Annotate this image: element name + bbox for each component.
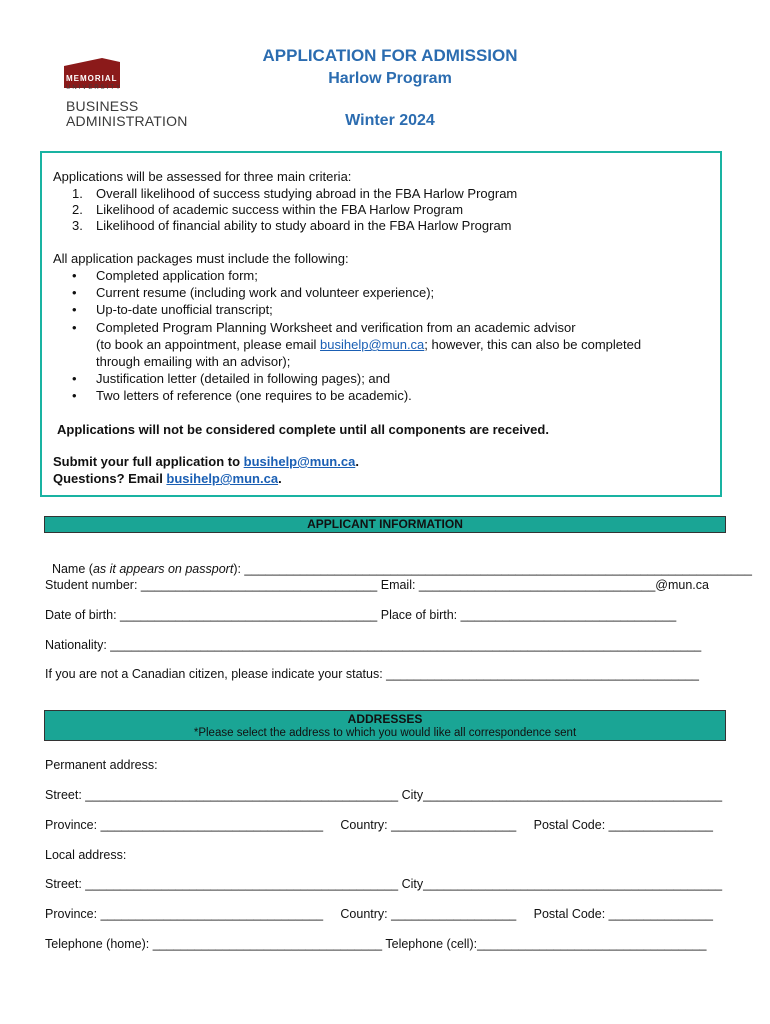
permanent-province-field[interactable]: Province: ________________________________ Country: __________________ Postal Code: _______________ <box>45 818 713 832</box>
package-item: • Completed application form; <box>72 268 258 283</box>
submit-email-link[interactable]: busihelp@mun.ca <box>243 454 356 469</box>
local-street-field[interactable]: Street: _____________________________________________ City___________________________________________ <box>45 877 723 891</box>
package-item: • Justification letter (detailed in following pages); and <box>72 371 391 386</box>
logo-university-text: UNIVERSITY <box>66 85 123 91</box>
logo-business-text: BUSINESS <box>66 98 139 114</box>
package-item: • Two letters of reference (one requires to be academic). <box>72 388 412 403</box>
permanent-street-field[interactable]: Street: _____________________________________________ City___________________________________________ <box>45 788 723 802</box>
birth-field[interactable]: Date of birth: _____________________________________ Place of birth: _______________________________ <box>45 608 677 622</box>
package-item: • Current resume (including work and volunteer experience); <box>72 285 435 300</box>
program-name: Harlow Program <box>328 70 452 87</box>
citizenship-status-field[interactable]: If you are not a Canadian citizen, please indicate your status: _____________________________________________ <box>45 667 700 681</box>
local-province-field[interactable]: Province: ________________________________ Country: __________________ Postal Code: _______________ <box>45 907 713 921</box>
addresses-heading: ADDRESSES <box>347 712 423 726</box>
criteria-intro: Applications will be assessed for three main criteria: <box>53 169 352 184</box>
addresses-subheading: *Please select the address to which you would like all correspondence sent <box>193 727 577 739</box>
package-item: • Completed Program Planning Worksheet and verification from an academic advisor <box>72 320 576 335</box>
questions-email-link[interactable]: busihelp@mun.ca <box>166 471 279 486</box>
criteria-item: 3. Likelihood of financial ability to study aboard in the FBA Harlow Program <box>72 218 512 233</box>
logo-administration-text: ADMINISTRATION <box>66 113 188 129</box>
logo-flag-icon <box>64 56 120 88</box>
appointment-note-cont: through emailing with an advisor); <box>96 354 291 369</box>
page-title: APPLICATION FOR ADMISSION <box>262 46 518 65</box>
packages-intro: All application packages must include the following: <box>53 251 349 266</box>
criteria-item: 1. Overall likelihood of success studying abroad in the FBA Harlow Program <box>72 186 518 201</box>
student-email-field[interactable]: Student number: __________________________________ Email: __________________________________@mun.ca <box>45 578 709 592</box>
questions-line: Questions? Email busihelp@mun.ca. <box>53 471 282 486</box>
local-address-label: Local address: <box>45 848 127 862</box>
criteria-box <box>40 151 722 497</box>
criteria-item: 2. Likelihood of academic success within the FBA Harlow Program <box>72 202 464 217</box>
name-field[interactable]: Name (as it appears on passport): _________________________________________________________________________ <box>51 562 752 576</box>
nationality-field[interactable]: Nationality: _____________________________________________________________________________________ <box>45 638 702 652</box>
package-item: • Up-to-date unofficial transcript; <box>72 302 273 317</box>
addresses-header <box>44 710 726 741</box>
appointment-email-link[interactable]: busihelp@mun.ca <box>320 337 425 352</box>
appointment-note: (to book an appointment, please email busihelp@mun.ca; however, this can also be completed <box>96 337 642 352</box>
submit-line: Submit your full application to busihelp@mun.ca. <box>53 454 359 469</box>
complete-notice: Applications will not be considered complete until all components are received. <box>57 422 549 437</box>
telephone-field[interactable]: Telephone (home): _________________________________ Telephone (cell):_________________________________ <box>45 937 707 951</box>
term-label: Winter 2024 <box>345 112 435 129</box>
applicant-info-header: APPLICANT INFORMATION <box>44 516 726 533</box>
logo-memorial-text: MEMORIAL <box>66 74 118 83</box>
permanent-address-label: Permanent address: <box>45 758 158 772</box>
